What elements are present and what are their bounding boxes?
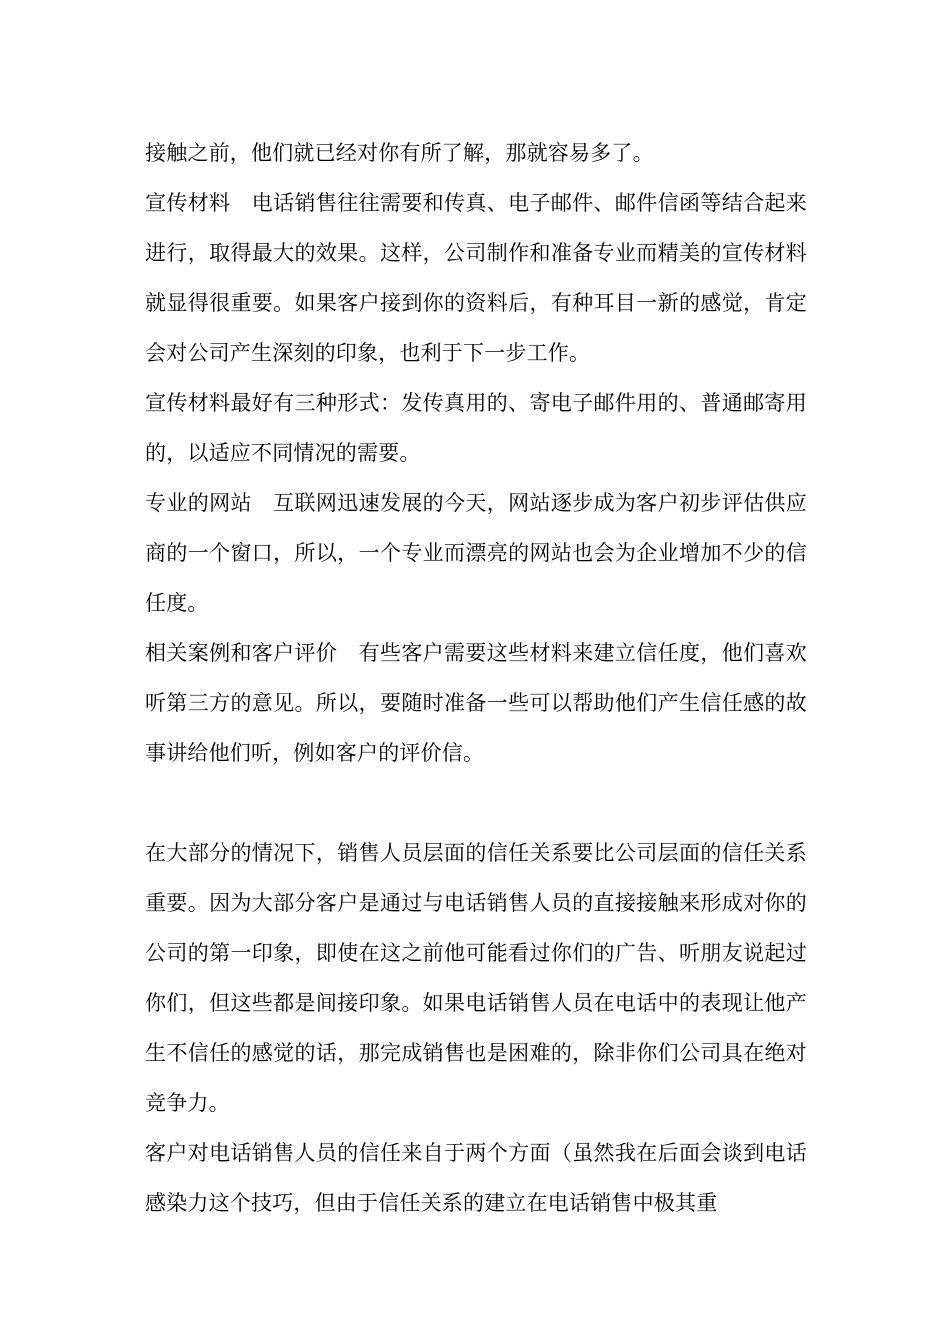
paragraph-trust-sources: 客户对电话销售人员的信任来自于两个方面（虽然我在后面会谈到电话感染力这个技巧，但由于信任关系的建立在电话销售中极其重 — [145, 1141, 807, 1215]
paragraph-sales-trust: 在大部分的情况下，销售人员层面的信任关系要比公司层面的信任关系重要。因为大部分客户是通过与电话销售人员的直接接触来形成对你的公司的第一印象，即使在这之前他可能看过你们的广告、听朋友说起过你们，但这些都是间接印象。如果电话销售人员在电话中的表现让他产生不信任的感觉的话，那完成销售也是困难的，除非你们公司具在绝对竞争力。 — [145, 841, 807, 1115]
paragraph-1: 接触之前，他们就已经对你有所了解，那就容易多了。 — [145, 141, 654, 165]
paragraph-spacer — [145, 778, 807, 828]
paragraph-case-studies: 相关案例和客户评价 有些客户需要这些材料来建立信任度，他们喜欢听第三方的意见。所以，要随时准备一些可以帮助他们产生信任感的故事讲给他们听，例如客户的评价信。 — [145, 641, 807, 765]
document-body — [145, 128, 807, 1228]
paragraph-website: 专业的网站 互联网迅速发展的今天，网站逐步成为客户初步评估供应商的一个窗口，所以，一个专业而漂亮的网站也会为企业增加不少的信任度。 — [145, 491, 807, 615]
paragraph-promo-forms: 宣传材料最好有三种形式：发传真用的、寄电子邮件用的、普通邮寄用的，以适应不同情况的需要。 — [145, 391, 807, 465]
paragraph-promo-materials: 宣传材料 电话销售往往需要和传真、电子邮件、邮件信函等结合起来进行，取得最大的效果。这样，公司制作和准备专业而精美的宣传材料就显得很重要。如果客户接到你的资料后，有种耳目一新的感觉，肯定会对公司产生深刻的印象，也利于下一步工作。 — [145, 191, 807, 365]
